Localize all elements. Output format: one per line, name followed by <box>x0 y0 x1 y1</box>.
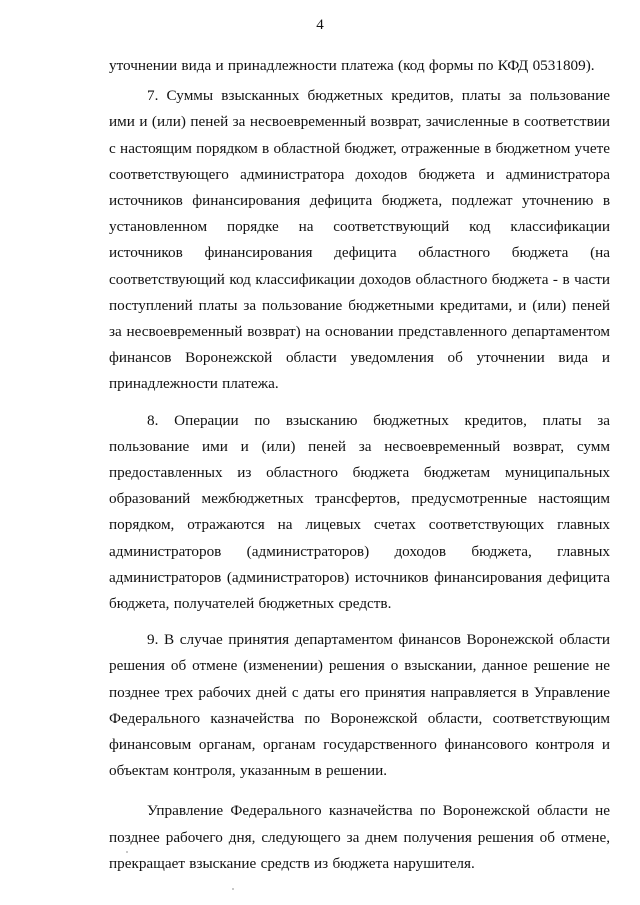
paragraph-item-8: 8. Операции по взысканию бюджетных кредитов, платы за пользование ими и (или) пеней за несвоевременный возврат, сумм предоставленных из областного бюджета бюджетам муниципальных образований межбюджетных трансфертов, предусмотренные настоящим порядком, отражаются на лицевых счетах соответствующих главных администраторов (администраторов) доходов бюджета, главных администраторов (администраторов) источников финансирования дефицита бюджета, получателей бюджетных средств. <box>109 411 610 613</box>
paragraph-item-7: 7. Суммы взысканных бюджетных кредитов, платы за пользование ими и (или) пеней за несвоевременный возврат, зачисленные в соответствии с настоящим порядком в областной бюджет, отраженные в бюджетном учете соответствующего администратора доходов бюджета и администратора источников финансирования дефицита бюджета, подлежат уточнению в установленном порядке на соответствующий код классификации источников финансирования дефицита областного бюджета (на соответствующий код классификации доходов областного бюджета - в части поступлений платы за пользование бюджетными кредитами, и (или) пеней за несвоевременный возврат) на основании представленного департаментом финансов Воронежской области уведомления об уточнении вида и принадлежности платежа. <box>109 87 610 393</box>
paragraph-treasury-notice: Управление Федерального казначейства по Воронежской области не позднее рабочего дня, следующего за днем получения решения об отмене, прекращает взыскание средств из бюджета нарушителя. <box>109 802 610 872</box>
paragraph-item-9: 9. В случае принятия департаментом финансов Воронежской области решения об отмене (изменении) решения о взыскании, данное решение не позднее трех рабочих дней с даты его принятия направляется в Управление Федерального казначейства по Воронежской области, соответствующим финансовым органам, органам государственного финансового контроля и объектам контроля, указанным в решении. <box>109 631 610 780</box>
scan-speck <box>126 851 128 853</box>
page-number: 4 <box>316 17 324 33</box>
paragraph-continuation: уточнении вида и принадлежности платежа (код формы по КФД 0531809). <box>109 57 595 74</box>
scan-speck <box>232 888 234 890</box>
document-body <box>109 53 610 877</box>
